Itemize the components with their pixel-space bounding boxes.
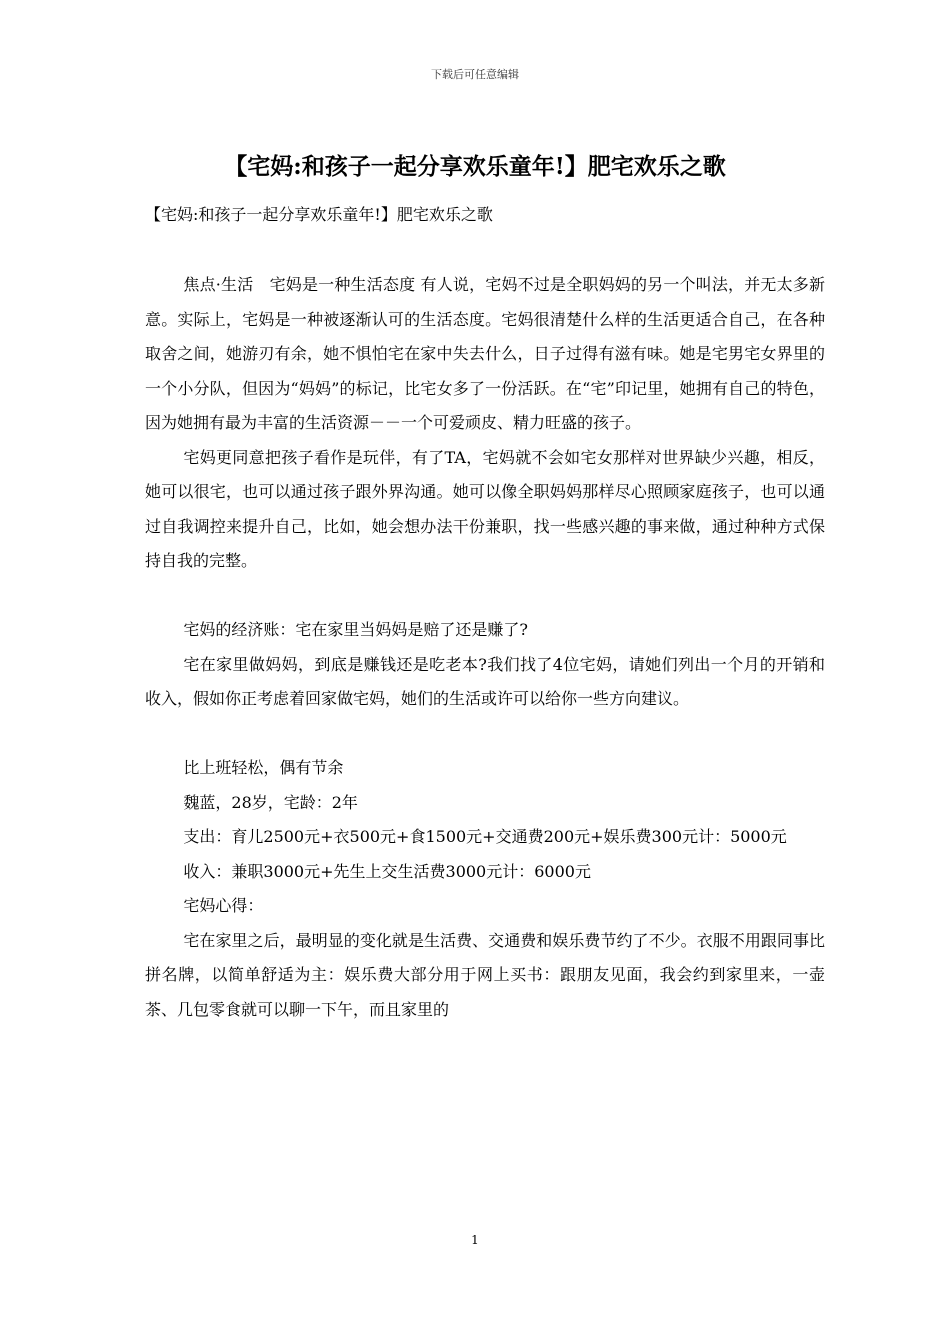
blank-line: [145, 717, 825, 752]
document-title: 【宅妈:和孩子一起分享欢乐童年!】肥宅欢乐之歌: [224, 153, 726, 180]
paragraph-intro: 焦点·生活 宅妈是一种生活态度 有人说，宅妈不过是全职妈妈的另一个叫法，并无太多新意。实际上，宅妈是一种被逐渐认可的生活态度。宅妈很清楚什么样的生活更适合自己，在各种取舍之间，她游刃有余，她不惧怕宅在家中失去什么，日子过得有滋有味。她是宅男宅女界里的一个小分队，但因为“妈妈”的标记，比宅女多了一份活跃。在“宅”印记里，她拥有自己的特色，因为她拥有最为丰富的生活资源－－一个可爱顽皮、精力旺盛的孩子。: [145, 275, 825, 432]
paragraph-economics-intro: 宅在家里做妈妈，到底是赚钱还是吃老本?我们找了4位宅妈，请她们列出一个月的开销和收入，假如你正考虑着回家做宅妈，她们的生活或许可以给你一些方向建议。: [145, 654, 825, 708]
page-number: 1: [471, 1233, 479, 1247]
paragraph-economics-heading: 宅妈的经济账：宅在家里当妈妈是赔了还是赚了?: [183, 620, 528, 639]
paragraph-case-person: 魏蓝，28岁，宅龄：2年: [183, 792, 358, 812]
document-subtitle: 【宅妈:和孩子一起分享欢乐童年!】肥宅欢乐之歌: [145, 205, 493, 224]
paragraph-case-heading: 比上班轻松，偶有节余: [183, 758, 344, 777]
paragraph-playmate: 宅妈更同意把孩子看作是玩伴，有了TA，宅妈就不会如宅女那样对世界缺少兴趣，相反，她可以很宅，也可以通过孩子跟外界沟通。她可以像全职妈妈那样尽心照顾家庭孩子，也可以通过自我调控来提升自己，比如，她会想办法干份兼职，找一些感兴趣的事来做，通过种种方式保持自我的完整。: [145, 447, 825, 570]
paragraph-case-income: 收入：兼职3000元+先生上交生活费3000元计：6000元: [183, 861, 591, 881]
paragraph-case-notes: 宅在家里之后，最明显的变化就是生活费、交通费和娱乐费节约了不少。衣服不用跟同事比拼名牌，以简单舒适为主：娱乐费大部分用于网上买书：跟朋友见面，我会约到家里来，一壶茶、几包零食就可以聊一下午，而且家里的: [145, 930, 825, 1019]
header-note: 下载后可任意编辑: [431, 68, 519, 81]
paragraph-case-expenses: 支出：育儿2500元+衣500元+食1500元+交通费200元+娱乐费300元计：5000元: [183, 827, 787, 846]
document-body: [145, 268, 825, 1027]
paragraph-case-notes-heading: 宅妈心得：: [183, 896, 264, 915]
blank-line: [145, 579, 825, 614]
